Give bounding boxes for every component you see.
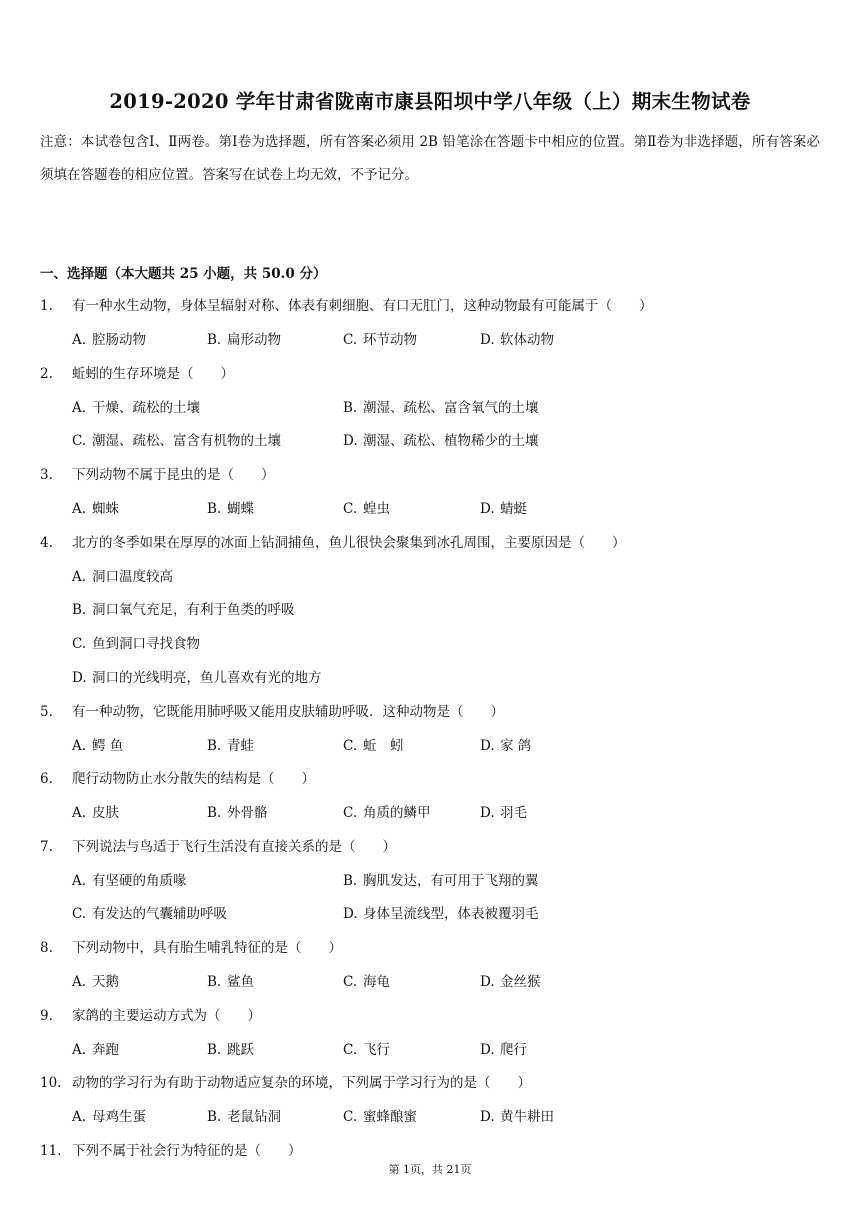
option-b[interactable]: B. 胸肌发达，有可用于飞翔的翼 — [343, 873, 539, 889]
option-c[interactable]: C. 蚯 蚓 — [343, 738, 404, 754]
question-text: 蚯蚓的生存环境是（ ） — [72, 366, 234, 382]
option-b[interactable]: B. 洞口氧气充足，有利于鱼类的呼吸 — [72, 602, 295, 618]
option-a[interactable]: A. 蜘蛛 — [72, 501, 119, 517]
question-6 — [40, 769, 315, 789]
option-a[interactable]: A. 洞口温度较高 — [72, 569, 173, 585]
question-number: 3. — [40, 467, 53, 483]
page-footer: 第 1页，共 21页 — [388, 1163, 472, 1176]
option-d[interactable]: D. 爬行 — [480, 1042, 527, 1058]
question-11 — [40, 1141, 302, 1161]
option-b[interactable]: B. 蝴蝶 — [207, 501, 254, 517]
option-c[interactable]: C. 有发达的气囊辅助呼吸 — [72, 906, 227, 922]
option-b[interactable]: B. 扁形动物 — [207, 332, 281, 348]
option-b[interactable]: B. 潮湿、疏松、富含氧气的土壤 — [343, 400, 539, 416]
option-a[interactable]: A. 奔跑 — [72, 1042, 119, 1058]
option-d[interactable]: D. 软体动物 — [480, 332, 554, 348]
question-10 — [40, 1073, 531, 1093]
question-text: 动物的学习行为有助于动物适应复杂的环境，下列属于学习行为的是（ ） — [72, 1075, 531, 1091]
question-text: 北方的冬季如果在厚厚的冰面上钻洞捕鱼，鱼儿很快会聚集到冰孔周围，主要原因是（ ） — [72, 535, 626, 551]
question-text: 下列动物中，具有胎生哺乳特征的是（ ） — [72, 940, 342, 956]
option-d[interactable]: D. 金丝猴 — [480, 974, 541, 990]
question-text: 有一种动物，它既能用肺呼吸又能用皮肤辅助呼吸．这种动物是（ ） — [72, 704, 504, 720]
question-number: 8. — [40, 940, 53, 956]
option-c[interactable]: C. 鱼到洞口寻找食物 — [72, 636, 200, 652]
question-text: 有一种水生动物，身体呈辐射对称、体表有刺细胞、有口无肛门，这种动物最有可能属于（ ） — [72, 298, 653, 314]
question-number: 9. — [40, 1008, 53, 1024]
question-number: 5. — [40, 704, 53, 720]
question-8 — [40, 938, 342, 958]
option-c[interactable]: C. 环节动物 — [343, 332, 417, 348]
question-7 — [40, 837, 396, 857]
option-a[interactable]: A. 有坚硬的角质喙 — [72, 873, 187, 889]
option-a[interactable]: A. 皮肤 — [72, 805, 119, 821]
option-d[interactable]: D. 潮湿、疏松、植物稀少的土壤 — [343, 433, 539, 449]
option-d[interactable]: D. 洞口的光线明亮，鱼儿喜欢有光的地方 — [72, 670, 322, 686]
question-text: 下列不属于社会行为特征的是（ ） — [72, 1143, 302, 1159]
exam-notice: 注意：本试卷包含Ⅰ、Ⅱ两卷。第Ⅰ卷为选择题，所有答案必须用 2B 铅笔涂在答题卡中相应的位置。第Ⅱ卷为非选择题，所有答案必须填在答题卷的相应位置。答案写在试卷上均无效，不予记分。 — [40, 134, 820, 183]
question-text: 家鸽的主要运动方式为（ ） — [72, 1008, 261, 1024]
section-heading: 一、选择题（本大题共 25 小题，共 50.0 分） — [40, 266, 327, 282]
option-c[interactable]: C. 蝗虫 — [343, 501, 390, 517]
option-b[interactable]: B. 鲨鱼 — [207, 974, 254, 990]
option-c[interactable]: C. 蜜蜂酿蜜 — [343, 1109, 417, 1125]
question-text: 爬行动物防止水分散失的结构是（ ） — [72, 771, 315, 787]
option-c[interactable]: C. 海龟 — [343, 974, 390, 990]
option-a[interactable]: A. 天鹅 — [72, 974, 119, 990]
option-d[interactable]: D. 蜻蜓 — [480, 501, 527, 517]
question-9 — [40, 1006, 261, 1026]
question-2 — [40, 364, 234, 384]
option-c[interactable]: C. 潮湿、疏松、富含有机物的土壤 — [72, 433, 281, 449]
option-c[interactable]: C. 角质的鳞甲 — [343, 805, 431, 821]
question-text: 下列说法与鸟适于飞行生活没有直接关系的是（ ） — [72, 839, 396, 855]
option-d[interactable]: D. 身体呈流线型，体表被覆羽毛 — [343, 906, 539, 922]
option-a[interactable]: A. 腔肠动物 — [72, 332, 146, 348]
option-a[interactable]: A. 干燥、疏松的土壤 — [72, 400, 200, 416]
option-b[interactable]: B. 外骨骼 — [207, 805, 268, 821]
question-number: 4. — [40, 535, 53, 551]
page-title: 2019-2020 学年甘肃省陇南市康县阳坝中学八年级（上）期末生物试卷 — [109, 90, 751, 113]
question-5 — [40, 702, 504, 722]
option-a[interactable]: A. 母鸡生蛋 — [72, 1109, 146, 1125]
question-1 — [40, 296, 653, 316]
question-number: 6. — [40, 771, 53, 787]
option-d[interactable]: D. 家 鸽 — [480, 738, 532, 754]
option-b[interactable]: B. 青蛙 — [207, 738, 254, 754]
question-number: 7. — [40, 839, 53, 855]
option-c[interactable]: C. 飞行 — [343, 1042, 390, 1058]
question-text: 下列动物不属于昆虫的是（ ） — [72, 467, 275, 483]
option-d[interactable]: D. 羽毛 — [480, 805, 527, 821]
question-4 — [40, 533, 626, 553]
question-number: 1. — [40, 298, 53, 314]
question-number: 10. — [40, 1075, 62, 1091]
option-d[interactable]: D. 黄牛耕田 — [480, 1109, 554, 1125]
option-b[interactable]: B. 跳跃 — [207, 1042, 254, 1058]
option-b[interactable]: B. 老鼠钻洞 — [207, 1109, 281, 1125]
question-number: 2. — [40, 366, 53, 382]
question-number: 11. — [40, 1143, 62, 1159]
option-a[interactable]: A. 鳄 鱼 — [72, 738, 124, 754]
question-3 — [40, 465, 275, 485]
